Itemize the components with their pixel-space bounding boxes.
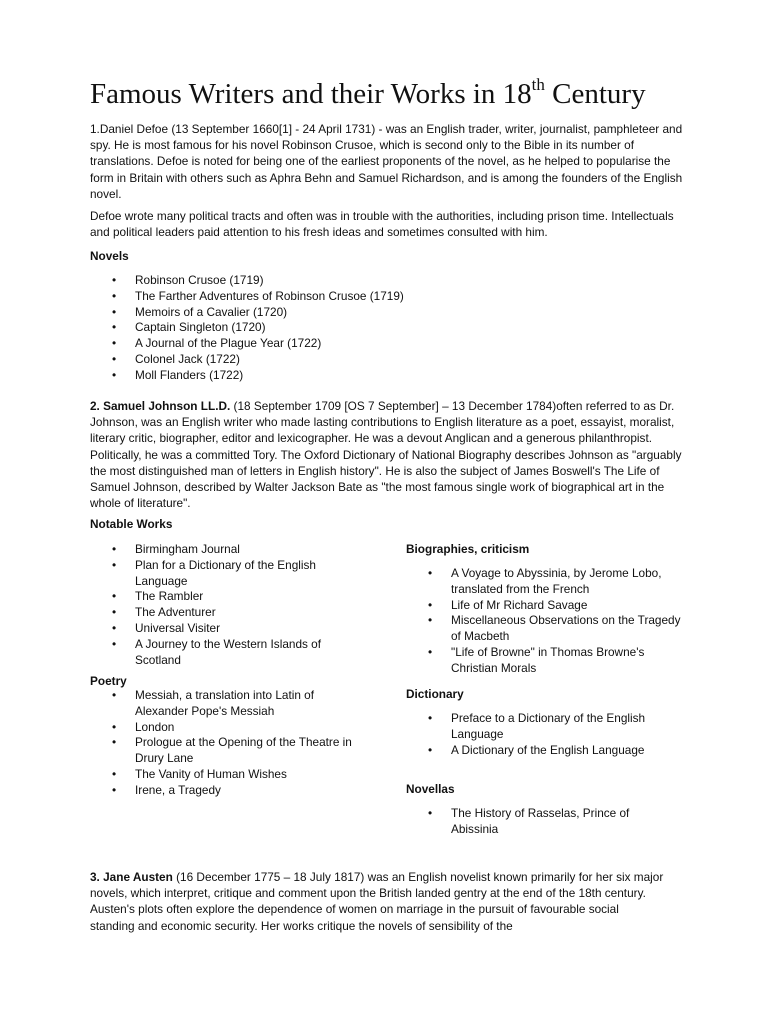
notable-works-list (90, 542, 360, 668)
list-item-text: The Adventurer (135, 605, 216, 620)
list-item-text: A Journey to the Western Islands of Scotland (135, 636, 322, 667)
novels-list (90, 273, 490, 384)
list-item-text: Robinson Crusoe (1719) (135, 273, 264, 287)
list-item-text: A Journal of the Plague Year (1722) (135, 336, 322, 351)
novellas-list (406, 806, 646, 838)
bullet-icon: • (112, 336, 117, 351)
bullet-icon: • (428, 566, 433, 580)
list-item-text: Life of Mr Richard Savage (451, 597, 588, 612)
bullet-icon: • (112, 304, 117, 319)
list-item (406, 743, 686, 759)
list-item-text: A Dictionary of the English Language (451, 742, 645, 757)
notable-works-heading: Notable Works (90, 517, 173, 531)
list-item-text: "Life of Browne" in Thomas Browne's Christian Morals (451, 644, 645, 675)
bullet-icon: • (428, 742, 433, 757)
defoe-bio-text: (13 September 1660[1] - 24 April 1731) - was an English trader, writer, journalist, pamphleteer and spy. He is most famous for his novel Robinson Crusoe, which is second only to the Bible in its number of translations. Defoe is noted for being one of the earliest proponents of the novel, as he helped to popularise the form in Britain with others such as Aphra Behn and Samuel Richardson, and is among the founders of the English novel. (90, 122, 683, 201)
list-item-text: Universal Visiter (135, 620, 221, 635)
novellas-heading: Novellas (406, 782, 455, 796)
list-item (90, 589, 360, 605)
johnson-bio-text: (18 September 1709 [OS 7 September] – 13 December 1784)often referred to as Dr. Johnson, was an English writer who made lasting contributions to English literature as a poet, essayist, moralist, literary critic, biographer, editor and lexicographer. He was a devout Anglican and a generous philanthropist. Politically, he was a committed Tory. The Oxford Dictionary of National Biography describes Johnson as "arguably the most distinguished man of letters in English history". He is also the subject of James Boswell's The Life of Samuel Johnson, described by Walter Jackson Bate as "the most famous single work of biographical art in the whole of literature". (90, 399, 682, 511)
list-item (406, 598, 686, 614)
bullet-icon: • (428, 613, 433, 628)
bullet-icon: • (112, 589, 117, 604)
list-item (90, 735, 360, 767)
list-item (90, 320, 490, 336)
title-superscript: th (531, 75, 545, 95)
bullet-icon: • (112, 719, 117, 734)
bullet-icon: • (428, 806, 433, 820)
list-item (90, 368, 490, 384)
dictionary-list (406, 711, 686, 758)
list-item-text: The Vanity of Human Wishes (135, 766, 287, 781)
novels-heading: Novels (90, 249, 129, 263)
list-item (406, 645, 686, 677)
list-item (90, 637, 360, 669)
list-item (90, 305, 490, 321)
list-item-text: Miscellaneous Observations on the Tragedy of Macbeth (451, 613, 681, 644)
list-item-text: Captain Singleton (1720) (135, 320, 266, 335)
bullet-icon: • (112, 351, 117, 366)
bullet-icon: • (428, 597, 433, 612)
bullet-icon: • (112, 735, 117, 750)
list-item-text: Preface to a Dictionary of the English Language (451, 711, 646, 741)
list-item (90, 352, 490, 368)
list-item (90, 621, 360, 637)
list-item-text: Birmingham Journal (135, 542, 240, 556)
austen-name: 3. Jane Austen (90, 870, 173, 884)
johnson-name: 2. Samuel Johnson LL.D. (90, 399, 231, 413)
defoe-paragraph-2: Defoe wrote many political tracts and often was in trouble with the authorities, including prison time. Intellectuals and political leaders paid attention to his fresh ideas and sometimes consulted with him. (90, 209, 674, 240)
bullet-icon: • (112, 542, 117, 556)
poetry-list (90, 688, 360, 799)
list-item (90, 336, 490, 352)
title-text: Famous Writers and their Works in 18 (90, 78, 532, 110)
list-item (406, 711, 686, 743)
list-item-text: Plan for a Dictionary of the English Language (135, 557, 316, 588)
list-item (90, 273, 490, 289)
title-tail: Century (544, 78, 646, 110)
list-item (406, 806, 646, 838)
biographies-heading: Biographies, criticism (406, 542, 530, 556)
defoe-paragraph-1 (90, 121, 690, 202)
list-item-text: Colonel Jack (1722) (135, 351, 240, 366)
list-item-text: The Farther Adventures of Robinson Crusoe (1719) (135, 288, 404, 303)
bullet-icon: • (112, 367, 117, 382)
list-item (90, 558, 360, 590)
list-item (90, 720, 360, 736)
list-item (90, 542, 360, 558)
bullet-icon: • (112, 605, 117, 620)
bullet-icon: • (112, 688, 117, 702)
dictionary-heading: Dictionary (406, 687, 464, 701)
bullet-icon: • (428, 711, 433, 725)
bullet-icon: • (112, 288, 117, 303)
bullet-icon: • (428, 644, 433, 659)
list-item-text: Memoirs of a Cavalier (1720) (135, 304, 288, 319)
austen-bio-text: (16 December 1775 – 18 July 1817) was an English novelist known primarily for her six major novels, which interpret, critique and comment upon the British landed gentry at the end of the 18th century. Austen's plots often explore the dependence of women on marriage in the pursuit of favourable social standing and economic security. Her works critique the novels of sensibility of the (90, 870, 664, 933)
list-item-text: A Voyage to Abyssinia, by Jerome Lobo, translated from the French (451, 566, 662, 596)
list-item-text: The History of Rasselas, Prince of Abissinia (451, 806, 630, 836)
list-item (406, 613, 686, 645)
bullet-icon: • (112, 320, 117, 335)
bullet-icon: • (112, 766, 117, 781)
list-item (90, 767, 360, 783)
bullet-icon: • (112, 782, 117, 797)
bullet-icon: • (112, 620, 117, 635)
bullet-icon: • (112, 557, 117, 572)
list-item (90, 289, 490, 305)
list-item-text: Moll Flanders (1722) (135, 367, 244, 382)
list-item-text: Irene, a Tragedy (135, 782, 221, 797)
list-item-text: London (135, 719, 175, 734)
list-item-text: Messiah, a translation into Latin of Alexander Pope's Messiah (135, 688, 315, 718)
biographies-list (406, 566, 686, 677)
document-title (90, 74, 646, 114)
austen-paragraph (90, 869, 665, 934)
list-item (90, 605, 360, 621)
list-item (90, 783, 360, 799)
johnson-paragraph (90, 398, 690, 511)
list-item-text: Prologue at the Opening of the Theatre in Drury Lane (135, 735, 352, 766)
bullet-icon: • (112, 636, 117, 651)
list-item-text: The Rambler (135, 589, 204, 604)
list-item (90, 688, 360, 720)
bullet-icon: • (112, 273, 117, 287)
poetry-heading: Poetry (90, 674, 127, 688)
defoe-name: 1.Daniel Defoe (90, 122, 169, 136)
list-item (406, 566, 686, 598)
